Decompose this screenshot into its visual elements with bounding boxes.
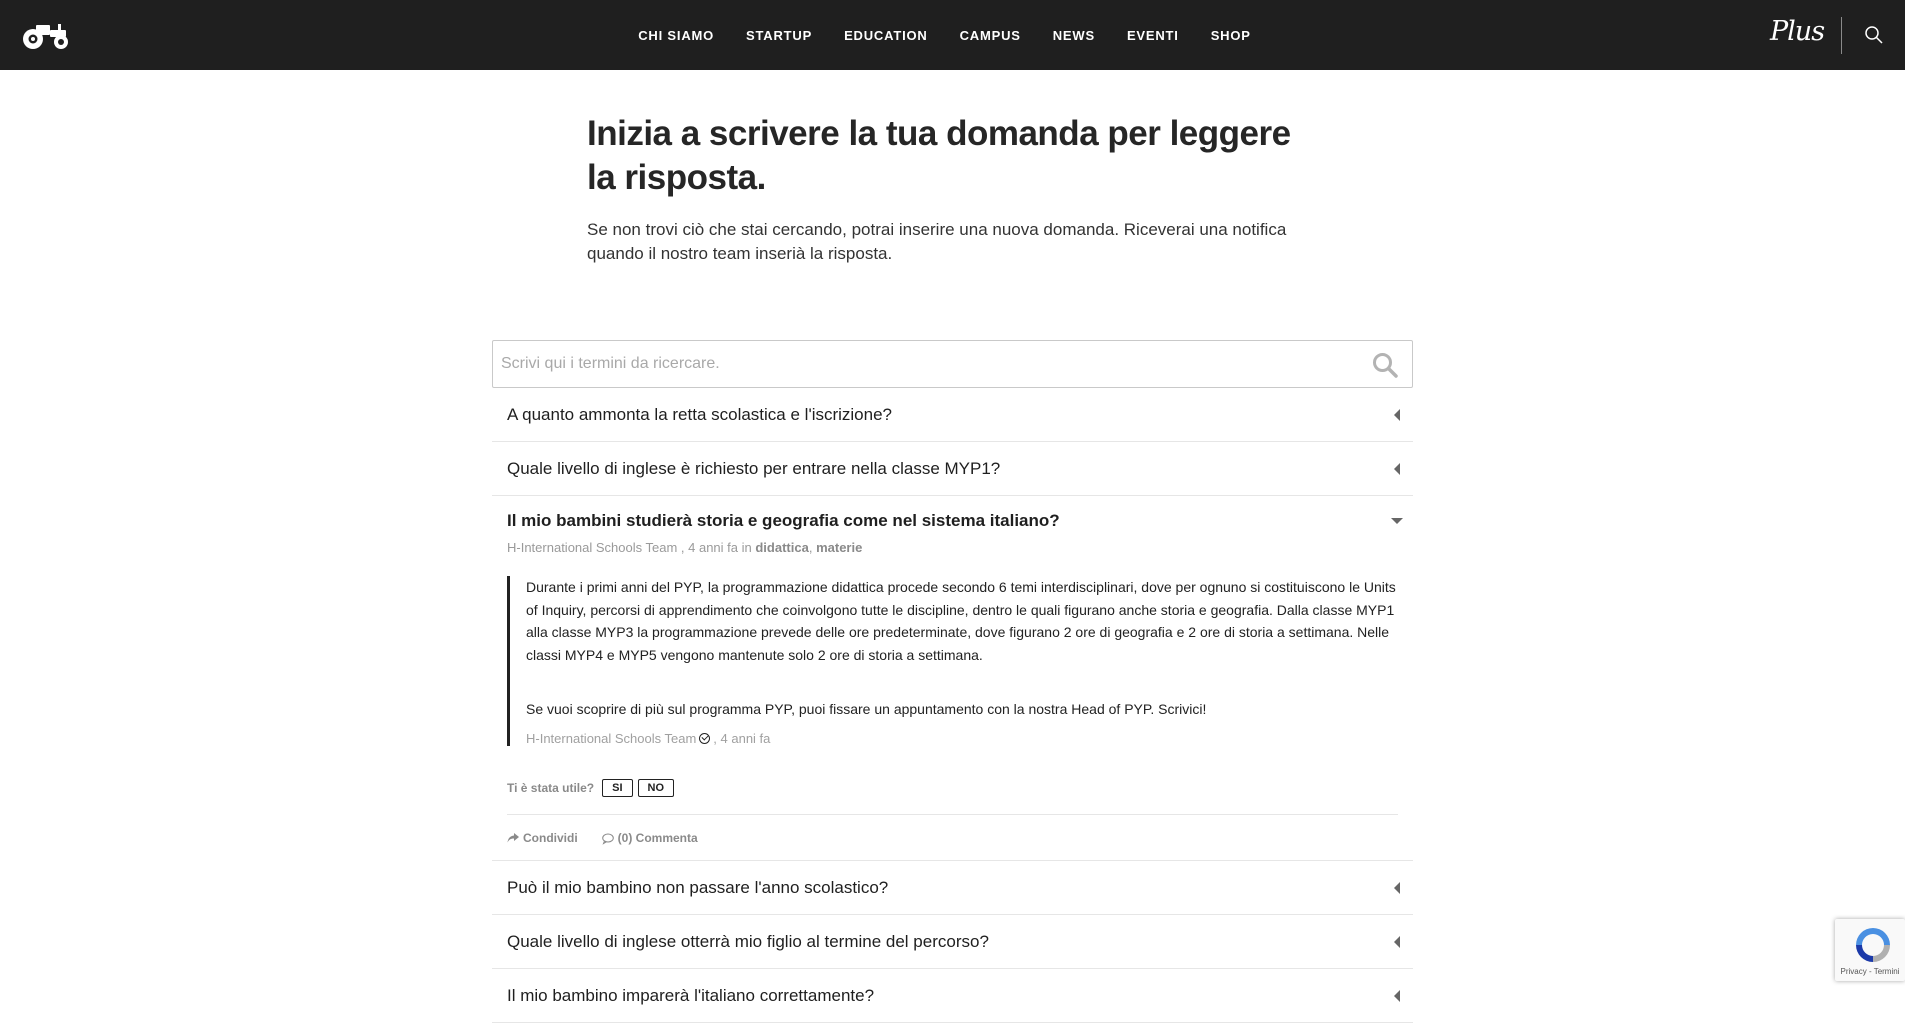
caret-left-icon[interactable] [1394,409,1400,421]
faq-item[interactable] [492,442,1413,496]
search-icon[interactable] [1372,352,1398,378]
recaptcha-badge[interactable] [1835,919,1905,981]
answer-byline [526,731,1402,746]
verified-check-icon [699,733,710,744]
nav-item-campus[interactable]: CAMPUS [959,27,1021,43]
faq-actions [507,831,698,845]
nav-item-chi-siamo[interactable]: CHI SIAMO [638,27,715,43]
caret-left-icon[interactable] [1394,463,1400,475]
page-subtitle: Se non trovi ciò che stai cercando, potrai inserire una nuova domanda. Riceverai una notifica quando il nostro team inserià la risposta. [587,220,1287,263]
comment-button[interactable] [602,831,698,845]
faq-list [492,388,1413,1023]
share-button[interactable] [507,831,578,845]
nav-item-startup[interactable]: STARTUP [746,27,813,43]
faq-question[interactable]: Quale livello di inglese otterrà mio figlio al termine del percorso? [507,932,989,951]
helpful-yes-button[interactable]: SI [602,779,632,797]
answer-time: , 4 anni fa [713,730,771,746]
nav-item-news[interactable]: NEWS [1052,27,1095,43]
main-nav [0,0,1905,70]
faq-question[interactable]: Può il mio bambino non passare l'anno scolastico? [507,878,889,897]
nav-item-eventi[interactable]: EVENTI [1126,27,1179,43]
faq-question[interactable]: Quale livello di inglese è richiesto per entrare nella classe MYP1? [507,459,1001,478]
faq-question[interactable]: Il mio bambini studierà storia e geografia come nel sistema italiano? [507,511,1060,530]
caret-left-icon[interactable] [1394,882,1400,894]
faq-item[interactable] [492,969,1413,1023]
answer-paragraph: Durante i primi anni del PYP, la programmazione didattica procede secondo 6 temi interdisciplinari, dove per ognuno si costituiscono le Units of Inquiry, percorsi di apprendimento che coinvolgono tutte le discipline, dentro le quali figurano anche storia e geografia. Dalla classe MYP1 alla classe MYP3 la programmazione prevede delle ore predeterminate, dove figurano 2 ore di geografia e 2 ore di storia a settimana. Nelle classi MYP4 e MYP5 vengono mantenute solo 2 ore di storia a settimana. [526,579,1396,663]
helpful-label: Ti è stata utile? [507,781,595,795]
divider [507,814,1398,815]
faq-item-expanded [492,496,1413,861]
faq-search-box [492,340,1413,388]
faq-item[interactable] [492,915,1413,969]
page-title: Inizia a scrivere la tua domanda per leggere la risposta. [587,114,1291,197]
faq-item[interactable] [492,388,1413,442]
recaptcha-footer[interactable]: Privacy - Termini [1840,967,1900,976]
share-label: Condividi [523,831,578,845]
faq-meta [507,540,862,555]
caret-left-icon[interactable] [1394,936,1400,948]
search-icon[interactable] [1864,25,1884,45]
caret-down-icon[interactable] [1391,518,1403,524]
answer-author: H-International Schools Team [526,730,697,746]
faq-item[interactable] [492,861,1413,915]
nav-divider [1841,17,1842,54]
comment-icon [602,833,614,844]
helpful-no-button[interactable]: NO [638,779,675,797]
share-icon [507,833,519,843]
recaptcha-icon [1853,925,1893,965]
plus-link[interactable]: Plus [1770,16,1825,47]
faq-question[interactable]: Il mio bambino imparerà l'italiano correttamente? [507,986,875,1005]
caret-left-icon[interactable] [1394,990,1400,1002]
tractor-logo-icon[interactable] [22,22,70,50]
answer-paragraph: Se vuoi scoprire di più sul programma PYP, puoi fissare un appuntamento con la nostra Head of PYP. Scrivici! [526,701,1207,717]
comment-label: (0) Commenta [617,831,698,845]
faq-search-input[interactable] [501,341,1341,387]
helpful-feedback [507,779,679,797]
nav-item-shop[interactable]: SHOP [1210,27,1251,43]
tag-didattica[interactable]: didattica [755,540,809,555]
nav-item-education[interactable]: EDUCATION [844,27,928,43]
tag-materie[interactable]: materie [816,540,863,555]
meta-author-time: H-International Schools Team , 4 anni fa in [507,540,756,555]
tag-separator: , [808,540,813,555]
faq-answer [507,576,1402,746]
top-navbar [0,0,1905,70]
faq-question[interactable]: A quanto ammonta la retta scolastica e l'iscrizione? [507,405,892,424]
